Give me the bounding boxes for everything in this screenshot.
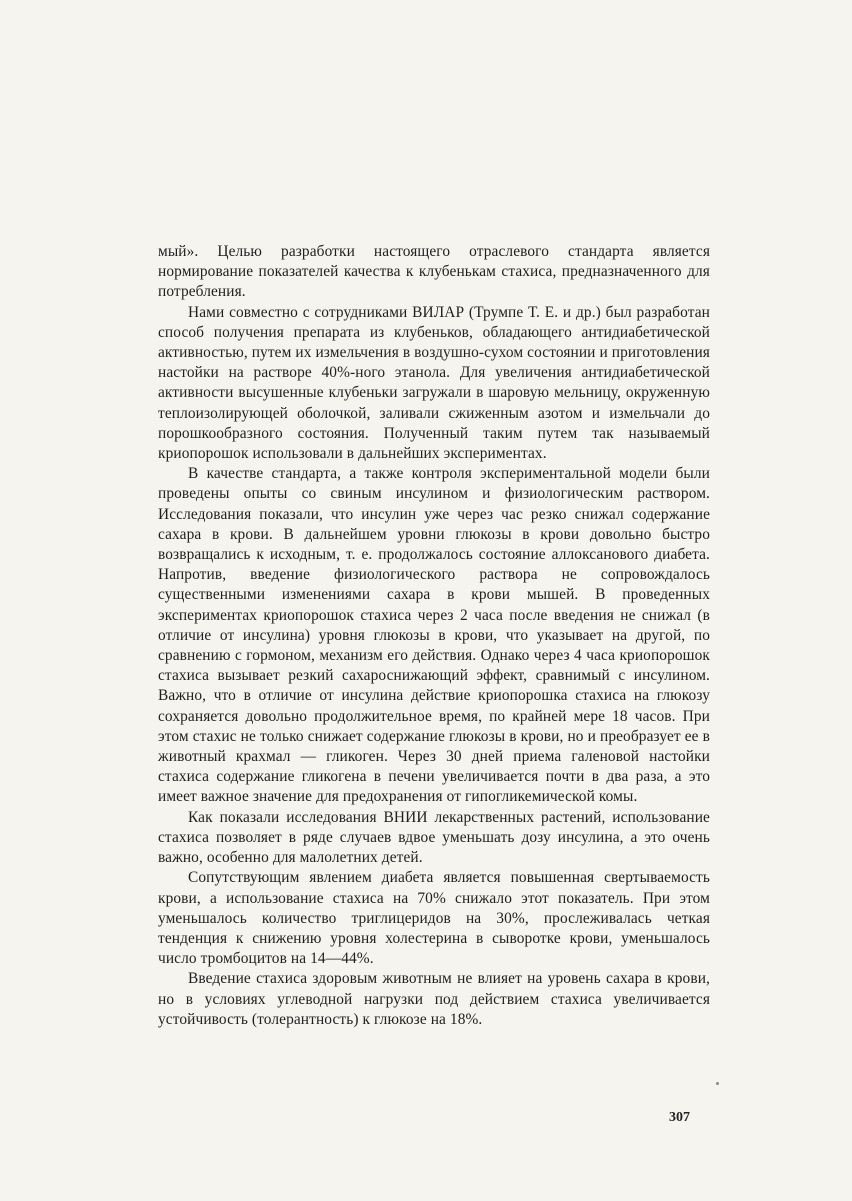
paragraph-2: Нами совместно с сотрудниками ВИЛАР (Трумпе Т. Е. и др.) был разработан способ получения препарата из клубеньков, обладающего антидиабетической активностью, путем их измельчения в воздушно-сухом состоянии и приготовления настойки на растворе 40%-ного этанола. Для увеличения антидиабетической активности высушенные клубеньки загружали в шаровую мельницу, окруженную теплоизолирующей оболочкой, заливали сжиженным азотом и измельчали до порошкообразного состояния. Полученный таким путем так называемый криопорошок использовали в дальнейших экспериментах. [158,303,710,463]
page-number: 307 [669,1110,690,1125]
paragraph-1: мый». Целью разработки настоящего отраслевого стандарта является нормирование показателей качества к клубенькам стахиса, предназначенного для потребления. [158,243,710,301]
paragraph-3: В качестве стандарта, а также контроля экспериментальной модели были проведены опыты со свиным инсулином и физиологическим раствором. Исследования показали, что инсулин уже через час резко снижал содержание сахара в крови. В дальнейшем уровни глюкозы в крови довольно быстро возвращались к исходным, т. е. продолжалось состояние аллоксанового диабета. Напротив, введение физиологического раствора не сопровождалось существенными изменениями сахара в крови мышей. В проведенных экспериментах криопорошок стахиса через 2 часа после введения не снижал (в отличие от инсулина) уровня глюкозы в крови, что указывает на другой, по сравнению с гормоном, механизм его действия. Однако через 4 часа криопорошок стахиса вызывает резкий сахароснижающий эффект, сравнимый с инсулином. Важно, что в отличие от инсулина действие криопорошка стахиса на глюкозу сохраняется довольно продолжительное время, по крайней мере 18 часов. При этом стахис не только снижает содержание глюкозы в крови, но и преобразует ее в животный крахмал — гликоген. Через 30 дней приема галеновой настойки стахиса содержание гликогена в печени увеличивается почти в два раза, а это имеет важное значение для предохранения от гипогликемической комы. [158,465,710,806]
scan-speck [716,1082,719,1085]
paragraph-5: Сопутствующим явлением диабета является повышенная свертываемость крови, а использование стахиса на 70% снижало этот показатель. При этом уменьшалось количество триглицеридов на 30%, прослеживалась четкая тенденция к снижению уровня холестерина в сыворотке крови, уменьшалось число тромбоцитов на 14—44%. [158,869,710,968]
paragraph-4: Как показали исследования ВНИИ лекарственных растений, использование стахиса позволяет в ряде случаев вдвое уменьшать дозу инсулина, а это очень важно, особенно для малолетних детей. [158,808,710,867]
body-text [158,242,710,1030]
paragraph-6: Введение стахиса здоровым животным не влияет на уровень сахара в крови, но в условиях углеводной нагрузки под действием стахиса увеличивается устойчивость (толерантность) к глюкозе на 18%. [158,970,710,1028]
